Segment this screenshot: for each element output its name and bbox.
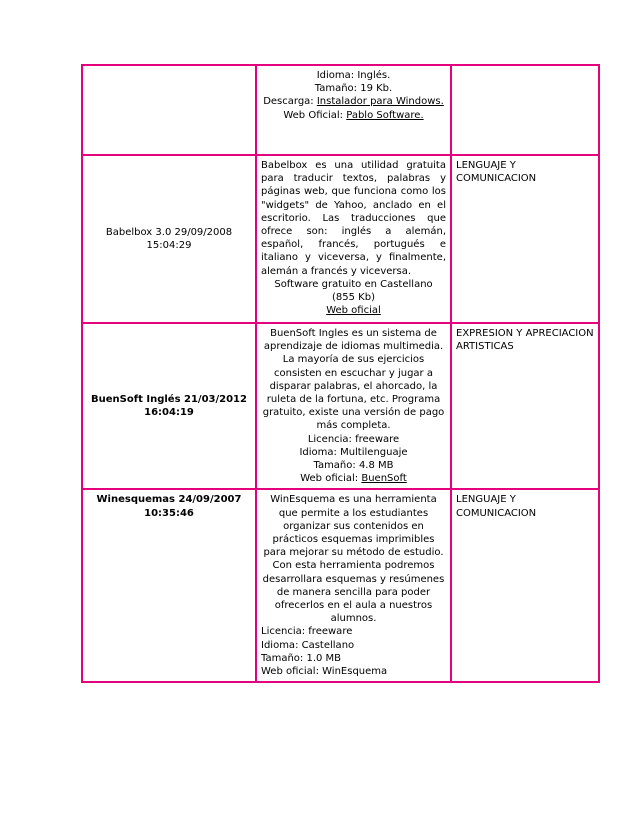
table-row	[82, 323, 599, 489]
software-name-cell	[82, 489, 256, 682]
table-row	[82, 65, 599, 155]
software-table	[81, 64, 600, 683]
description-cell	[256, 65, 451, 155]
category-label: LENGUAJE Y COMUNICACION	[456, 160, 537, 185]
category-cell	[451, 155, 599, 323]
official-web-info	[261, 472, 446, 485]
language-info: Idioma: Multilenguaje	[299, 446, 408, 458]
web-label: Web Oficial:	[283, 109, 347, 121]
language-info: Idioma: Castellano	[261, 639, 355, 651]
category-label: LENGUAJE Y COMUNICACION	[456, 494, 537, 519]
table-row	[82, 155, 599, 323]
official-web-link[interactable]: Web oficial	[326, 305, 381, 317]
category-cell	[451, 65, 599, 155]
description-text: BuenSoft Ingles es un sistema de aprendizaje de idiomas multimedia. La mayoría de sus ejercicios consisten en escuchar y jugar a disparar palabras, el ahorcado, la ruleta de la fortuna, etc. Programa gratuito, existe una versión de pago más completa.	[262, 328, 445, 432]
software-name: Winesquemas 24/09/2007 10:35:46	[96, 494, 242, 519]
web-label: Web oficial:	[300, 473, 362, 485]
software-name-cell	[82, 323, 256, 489]
license-info: Software gratuito en Castellano	[274, 278, 433, 290]
official-web-link[interactable]: BuenSoft	[361, 473, 407, 485]
description-cell	[256, 323, 451, 489]
size-info: Tamaño: 1.0 MB	[261, 652, 342, 664]
category-cell	[451, 323, 599, 489]
download-info	[261, 95, 446, 108]
official-web-link[interactable]: Pablo Software.	[346, 109, 424, 121]
software-name: Babelbox 3.0 29/09/2008 15:04:29	[105, 226, 233, 251]
language-info: Idioma: Inglés.	[316, 70, 391, 81]
description-cell	[256, 155, 451, 323]
official-web-info	[261, 109, 446, 122]
category-label: EXPRESION Y APRECIACION ARTISTICAS	[456, 328, 594, 353]
license-info: Licencia: freeware	[307, 433, 400, 445]
table-row	[82, 489, 599, 682]
software-name-cell	[82, 155, 256, 323]
category-cell	[451, 489, 599, 682]
description-text: WinEsquema es una herramienta que permite a los estudiantes organizar sus contenidos en prácticos esquemas imprimibles para mejorar su método de estudio. Con esta herramienta podremos desarrollara esquemas y resúmenes de manera sencilla para poder ofrecerlos en el aula a nuestros alumnos.	[262, 494, 445, 625]
software-name: BuenSoft Inglés 21/03/2012 16:04:19	[91, 394, 247, 419]
official-web-info: Web oficial: WinEsquema	[261, 666, 388, 678]
software-name-cell	[82, 65, 256, 155]
size-info: (855 Kb)	[332, 292, 375, 304]
size-info: Tamaño: 19 Kb.	[314, 83, 393, 95]
download-label: Descarga:	[263, 96, 317, 108]
description-text: Babelbox es una utilidad gratuita para traducir textos, palabras y páginas web, que funciona como los "widgets" de Yahoo, anclado en el escritorio. Las traducciones que ofrece son: inglés a alemán, español, francés, portugués e italiano y viceversa, y finalmente, alemán a francés y viceversa.	[261, 160, 446, 277]
size-info: Tamaño: 4.8 MB	[313, 460, 394, 472]
description-cell	[256, 489, 451, 682]
license-info: Licencia: freeware	[261, 626, 353, 638]
download-link[interactable]: Instalador para Windows.	[316, 96, 444, 108]
